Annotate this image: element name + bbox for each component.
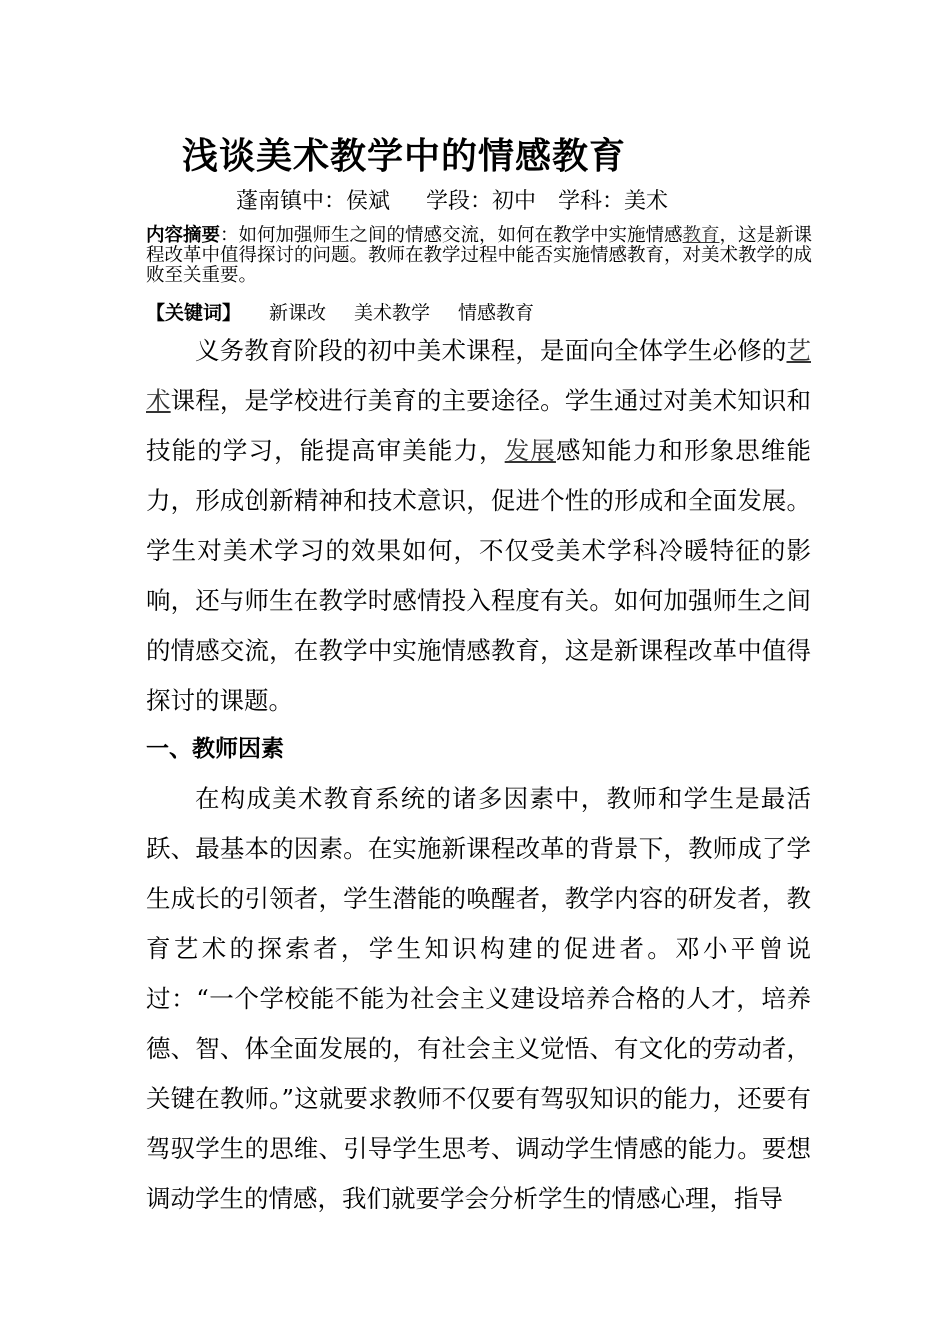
intro-text-1: 义务教育阶段的初中美术课程，是面向全体学生必修的 — [195, 336, 787, 365]
intro-text-3: 感知能力和形象思维能力，形成创新精神和技术意识，促进个性的形成和全面发展。学生对美术学习的效果如何，不仅受美术学科冷暖特征的影响，还与师生在教学时感情投入程度有关。如何加强师生之间的情感交流，在教学中实施情感教育，这是新课程改革中值得探讨的课题。 — [146, 436, 812, 715]
keyword-item: 美术教学 — [354, 302, 431, 324]
subject: 学科：美术 — [558, 189, 669, 214]
abstract-text-2: ，这是新课程改革中值得探讨的问题。教师在教学过程中能否实施情感教育，对美术教学的成败至关重要。 — [146, 225, 813, 286]
intro-paragraph — [146, 326, 811, 726]
keyword-item: 新课改 — [269, 302, 327, 324]
author-byline — [236, 184, 668, 215]
section-heading: 一、教师因素 — [146, 736, 284, 762]
grade-level: 学段：初中 — [426, 189, 537, 214]
abstract-link-education[interactable]: 教育 — [682, 225, 720, 246]
intro-link-development[interactable]: 发展 — [504, 436, 556, 465]
author-school: 蓬南镇中：侯斌 — [236, 189, 391, 214]
intro-link-art[interactable]: 艺术 — [146, 336, 811, 415]
keyword-item: 情感教育 — [458, 302, 535, 324]
abstract-label: 内容摘要 — [146, 225, 221, 246]
document-title: 浅谈美术教学中的情感教育 — [182, 136, 627, 177]
abstract — [146, 226, 826, 286]
section-paragraph: 在构成美术教育系统的诸多因素中，教师和学生是最活跃、最基本的因素。在实施新课程改革的背景下，教师成了学生成长的引领者，学生潜能的唤醒者，教学内容的研发者，教育艺术的探索者，学生知识构建的促进者。邓小平曾说过：“一个学校能不能为社会主义建设培养合格的人才，培养德、智、体全面发展的，有社会主义觉悟、有文化的劳动者，关键在教师。”这就要求教师不仅要有驾驭知识的能力，还要有驾驭学生的思维、引导学生思考、调动学生情感的能力。要想调动学生的情感，我们就要学会分析学生的情感心理，指导 — [146, 784, 811, 1213]
abstract-text-1: ：如何加强师生之间的情感交流，如何在教学中实施情感 — [220, 225, 683, 246]
intro-text-2: 课程，是学校进行美育的主要途径。学生通过对美术知识和技能的学习，能提高审美能力， — [146, 386, 812, 465]
keywords-label: 【关键词】 — [146, 302, 242, 324]
keywords — [146, 298, 534, 325]
